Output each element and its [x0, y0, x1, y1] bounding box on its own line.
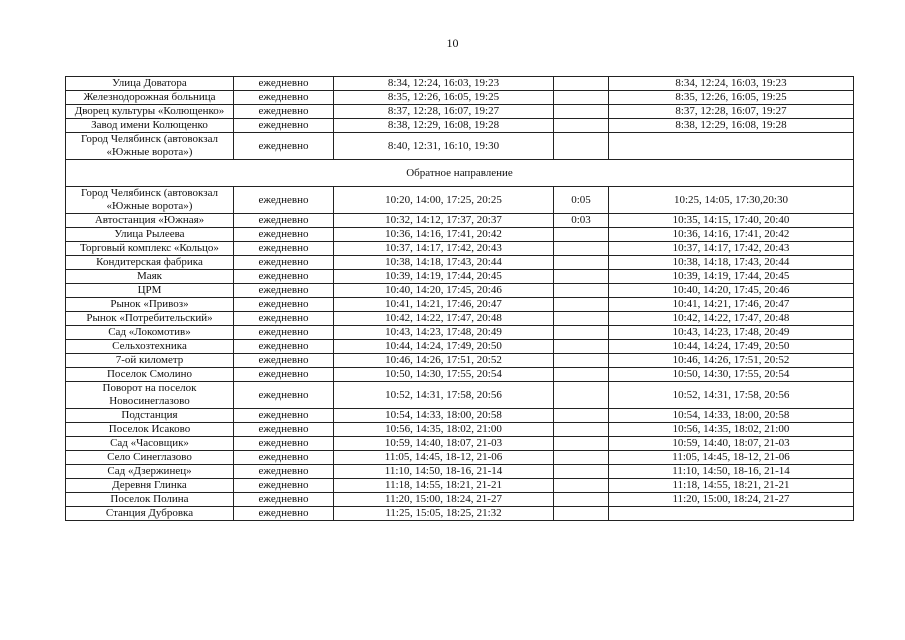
stop-name-cell: Улица Рылеева	[66, 228, 234, 242]
arrival-times-cell: 10:39, 14:19, 17:44, 20:45	[334, 270, 554, 284]
stay-time-cell	[554, 368, 609, 382]
stop-name-cell: Рынок «Потребительский»	[66, 312, 234, 326]
frequency-cell: ежедневно	[234, 187, 334, 214]
arrival-times-cell: 10:32, 14:12, 17:37, 20:37	[334, 214, 554, 228]
departure-times-cell: 11:10, 14:50, 18-16, 21-14	[609, 465, 854, 479]
stay-time-cell	[554, 507, 609, 521]
departure-times-cell: 8:37, 12:28, 16:07, 19:27	[609, 105, 854, 119]
arrival-times-cell: 10:50, 14:30, 17:55, 20:54	[334, 368, 554, 382]
stop-name-cell: Сад «Локомотив»	[66, 326, 234, 340]
stop-name-cell: Поселок Полина	[66, 493, 234, 507]
table-row	[66, 493, 854, 507]
table-row	[66, 284, 854, 298]
departure-times-cell: 10:37, 14:17, 17:42, 20:43	[609, 242, 854, 256]
stop-name-cell: Сад «Дзержинец»	[66, 465, 234, 479]
frequency-cell: ежедневно	[234, 228, 334, 242]
stop-name-cell: ЦРМ	[66, 284, 234, 298]
departure-times-cell: 10:50, 14:30, 17:55, 20:54	[609, 368, 854, 382]
stop-name-cell: Город Челябинск (автовокзал «Южные ворота»)	[66, 187, 234, 214]
table-row	[66, 312, 854, 326]
frequency-cell: ежедневно	[234, 133, 334, 160]
table-row	[66, 242, 854, 256]
departure-times-cell: 10:41, 14:21, 17:46, 20:47	[609, 298, 854, 312]
stay-time-cell	[554, 479, 609, 493]
arrival-times-cell: 11:05, 14:45, 18-12, 21-06	[334, 451, 554, 465]
table-row	[66, 437, 854, 451]
stay-time-cell	[554, 340, 609, 354]
stay-time-cell	[554, 354, 609, 368]
arrival-times-cell: 11:18, 14:55, 18:21, 21-21	[334, 479, 554, 493]
arrival-times-cell: 10:42, 14:22, 17:47, 20:48	[334, 312, 554, 326]
departure-times-cell: 10:54, 14:33, 18:00, 20:58	[609, 409, 854, 423]
arrival-times-cell: 10:37, 14:17, 17:42, 20:43	[334, 242, 554, 256]
frequency-cell: ежедневно	[234, 270, 334, 284]
page-number: 10	[446, 36, 459, 50]
stay-time-cell	[554, 228, 609, 242]
arrival-times-cell: 10:43, 14:23, 17:48, 20:49	[334, 326, 554, 340]
departure-times-cell: 11:20, 15:00, 18:24, 21-27	[609, 493, 854, 507]
table-row	[66, 105, 854, 119]
table-row	[66, 298, 854, 312]
frequency-cell: ежедневно	[234, 340, 334, 354]
stay-time-cell	[554, 382, 609, 409]
frequency-cell: ежедневно	[234, 354, 334, 368]
schedule-rows-forward	[66, 77, 854, 160]
table-row	[66, 451, 854, 465]
frequency-cell: ежедневно	[234, 368, 334, 382]
stop-name-cell: Сад «Часовщик»	[66, 437, 234, 451]
table-row	[66, 214, 854, 228]
table-row	[66, 187, 854, 214]
frequency-cell: ежедневно	[234, 91, 334, 105]
arrival-times-cell: 11:10, 14:50, 18-16, 21-14	[334, 465, 554, 479]
stop-name-cell: 7-ой километр	[66, 354, 234, 368]
departure-times-cell: 10:40, 14:20, 17:45, 20:46	[609, 284, 854, 298]
frequency-cell: ежедневно	[234, 242, 334, 256]
stop-name-cell: Торговый комплекс «Кольцо»	[66, 242, 234, 256]
frequency-cell: ежедневно	[234, 326, 334, 340]
stay-time-cell	[554, 465, 609, 479]
frequency-cell: ежедневно	[234, 119, 334, 133]
stay-time-cell	[554, 133, 609, 160]
departure-times-cell: 10:25, 14:05, 17:30,20:30	[609, 187, 854, 214]
arrival-times-cell: 11:20, 15:00, 18:24, 21-27	[334, 493, 554, 507]
arrival-times-cell: 10:56, 14:35, 18:02, 21:00	[334, 423, 554, 437]
stop-name-cell: Поселок Исаково	[66, 423, 234, 437]
departure-times-cell: 8:34, 12:24, 16:03, 19:23	[609, 77, 854, 91]
table-row	[66, 409, 854, 423]
arrival-times-cell: 10:54, 14:33, 18:00, 20:58	[334, 409, 554, 423]
stay-time-cell: 0:03	[554, 214, 609, 228]
stop-name-cell: Поворот на поселок Новосинеглазово	[66, 382, 234, 409]
stay-time-cell	[554, 105, 609, 119]
departure-times-cell: 10:39, 14:19, 17:44, 20:45	[609, 270, 854, 284]
frequency-cell: ежедневно	[234, 214, 334, 228]
table-row	[66, 382, 854, 409]
section-title: Обратное направление	[66, 160, 854, 187]
table-row	[66, 479, 854, 493]
stop-name-cell: Деревня Глинка	[66, 479, 234, 493]
arrival-times-cell: 10:20, 14:00, 17:25, 20:25	[334, 187, 554, 214]
departure-times-cell: 10:35, 14:15, 17:40, 20:40	[609, 214, 854, 228]
frequency-cell: ежедневно	[234, 382, 334, 409]
stay-time-cell	[554, 493, 609, 507]
stay-time-cell	[554, 256, 609, 270]
arrival-times-cell: 8:38, 12:29, 16:08, 19:28	[334, 119, 554, 133]
table-row	[66, 91, 854, 105]
stop-name-cell: Завод имени Колющенко	[66, 119, 234, 133]
table-row	[66, 340, 854, 354]
table-row	[66, 228, 854, 242]
stay-time-cell: 0:05	[554, 187, 609, 214]
frequency-cell: ежедневно	[234, 479, 334, 493]
departure-times-cell: 10:56, 14:35, 18:02, 21:00	[609, 423, 854, 437]
stay-time-cell	[554, 437, 609, 451]
frequency-cell: ежедневно	[234, 423, 334, 437]
stop-name-cell: Поселок Смолино	[66, 368, 234, 382]
departure-times-cell: 10:42, 14:22, 17:47, 20:48	[609, 312, 854, 326]
departure-times-cell: 10:36, 14:16, 17:41, 20:42	[609, 228, 854, 242]
schedule-rows-return	[66, 187, 854, 521]
frequency-cell: ежедневно	[234, 312, 334, 326]
frequency-cell: ежедневно	[234, 105, 334, 119]
departure-times-cell: 10:59, 14:40, 18:07, 21-03	[609, 437, 854, 451]
stop-name-cell: Станция Дубровка	[66, 507, 234, 521]
frequency-cell: ежедневно	[234, 493, 334, 507]
table-row	[66, 270, 854, 284]
stay-time-cell	[554, 77, 609, 91]
stay-time-cell	[554, 119, 609, 133]
arrival-times-cell: 10:38, 14:18, 17:43, 20:44	[334, 256, 554, 270]
departure-times-cell: 10:43, 14:23, 17:48, 20:49	[609, 326, 854, 340]
table-row	[66, 368, 854, 382]
arrival-times-cell: 11:25, 15:05, 18:25, 21:32	[334, 507, 554, 521]
departure-times-cell: 8:35, 12:26, 16:05, 19:25	[609, 91, 854, 105]
arrival-times-cell: 8:37, 12:28, 16:07, 19:27	[334, 105, 554, 119]
frequency-cell: ежедневно	[234, 77, 334, 91]
frequency-cell: ежедневно	[234, 256, 334, 270]
stop-name-cell: Автостанция «Южная»	[66, 214, 234, 228]
table-row	[66, 77, 854, 91]
departure-times-cell	[609, 133, 854, 160]
arrival-times-cell: 8:35, 12:26, 16:05, 19:25	[334, 91, 554, 105]
frequency-cell: ежедневно	[234, 437, 334, 451]
stay-time-cell	[554, 270, 609, 284]
arrival-times-cell: 10:40, 14:20, 17:45, 20:46	[334, 284, 554, 298]
departure-times-cell: 8:38, 12:29, 16:08, 19:28	[609, 119, 854, 133]
table-row	[66, 326, 854, 340]
table-row	[66, 507, 854, 521]
arrival-times-cell: 8:34, 12:24, 16:03, 19:23	[334, 77, 554, 91]
frequency-cell: ежедневно	[234, 465, 334, 479]
stop-name-cell: Город Челябинск (автовокзал «Южные ворота»)	[66, 133, 234, 160]
stop-name-cell: Маяк	[66, 270, 234, 284]
departure-times-cell: 10:38, 14:18, 17:43, 20:44	[609, 256, 854, 270]
stay-time-cell	[554, 312, 609, 326]
frequency-cell: ежедневно	[234, 451, 334, 465]
arrival-times-cell: 10:59, 14:40, 18:07, 21-03	[334, 437, 554, 451]
stop-name-cell: Железнодорожная больница	[66, 91, 234, 105]
stop-name-cell: Улица Доватора	[66, 77, 234, 91]
stay-time-cell	[554, 91, 609, 105]
stay-time-cell	[554, 242, 609, 256]
stop-name-cell: Подстанция	[66, 409, 234, 423]
stay-time-cell	[554, 284, 609, 298]
departure-times-cell: 10:46, 14:26, 17:51, 20:52	[609, 354, 854, 368]
departure-times-cell: 10:44, 14:24, 17:49, 20:50	[609, 340, 854, 354]
departure-times-cell	[609, 507, 854, 521]
stay-time-cell	[554, 423, 609, 437]
stop-name-cell: Сельхозтехника	[66, 340, 234, 354]
table-row	[66, 354, 854, 368]
table-row	[66, 465, 854, 479]
table-row	[66, 119, 854, 133]
frequency-cell: ежедневно	[234, 507, 334, 521]
arrival-times-cell: 8:40, 12:31, 16:10, 19:30	[334, 133, 554, 160]
arrival-times-cell: 10:44, 14:24, 17:49, 20:50	[334, 340, 554, 354]
frequency-cell: ежедневно	[234, 409, 334, 423]
stop-name-cell: Рынок «Привоз»	[66, 298, 234, 312]
table-row	[66, 133, 854, 160]
section-header-row	[66, 160, 854, 187]
departure-times-cell: 10:52, 14:31, 17:58, 20:56	[609, 382, 854, 409]
stay-time-cell	[554, 451, 609, 465]
stay-time-cell	[554, 326, 609, 340]
frequency-cell: ежедневно	[234, 298, 334, 312]
arrival-times-cell: 10:52, 14:31, 17:58, 20:56	[334, 382, 554, 409]
arrival-times-cell: 10:46, 14:26, 17:51, 20:52	[334, 354, 554, 368]
table-row	[66, 256, 854, 270]
stay-time-cell	[554, 409, 609, 423]
stop-name-cell: Село Синеглазово	[66, 451, 234, 465]
schedule-table	[65, 76, 854, 521]
frequency-cell: ежедневно	[234, 284, 334, 298]
arrival-times-cell: 10:36, 14:16, 17:41, 20:42	[334, 228, 554, 242]
stay-time-cell	[554, 298, 609, 312]
arrival-times-cell: 10:41, 14:21, 17:46, 20:47	[334, 298, 554, 312]
table-row	[66, 423, 854, 437]
departure-times-cell: 11:05, 14:45, 18-12, 21-06	[609, 451, 854, 465]
departure-times-cell: 11:18, 14:55, 18:21, 21-21	[609, 479, 854, 493]
stop-name-cell: Дворец культуры «Колющенко»	[66, 105, 234, 119]
stop-name-cell: Кондитерская фабрика	[66, 256, 234, 270]
